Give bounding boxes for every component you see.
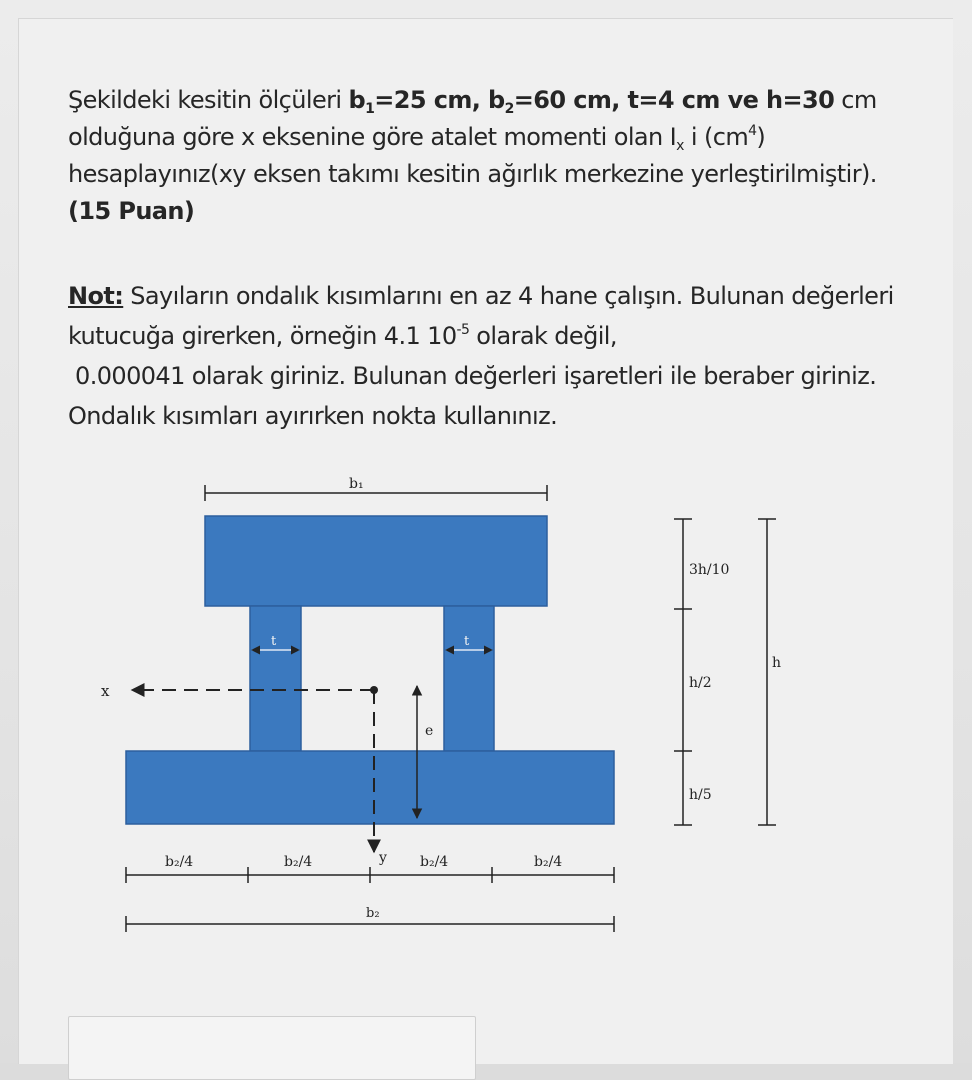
b1-dimension <box>205 485 547 501</box>
t-right-label: t <box>464 634 470 649</box>
b1-label: b₁ <box>349 476 364 492</box>
dim-h-label: h <box>772 655 782 671</box>
points-label: (15 Puan) <box>68 197 195 225</box>
top-flange <box>205 516 547 606</box>
right-web <box>444 606 494 751</box>
b2-quarter-label-3: b₂/4 <box>420 854 449 870</box>
t-left-label: t <box>271 634 277 649</box>
b2-label: b₂ <box>366 906 380 921</box>
b2-quarter-label-2: b₂/4 <box>284 854 313 870</box>
e-label: e <box>425 723 434 739</box>
dim-h2-label: h/2 <box>689 675 712 691</box>
y-axis-label: y <box>379 850 387 866</box>
total-height-dimension <box>758 519 776 825</box>
dim-3h10-label: 3h/10 <box>689 562 730 578</box>
answer-input[interactable] <box>68 1016 476 1080</box>
b2-quarter-label-4: b₂/4 <box>534 854 563 870</box>
note-label: Not: <box>68 282 124 310</box>
b2-quarter-label-1: b₂/4 <box>165 854 194 870</box>
note-text: Not: Sayıların ondalık kısımlarını en az 4 hane çalışın. Bulunan değerleri kutucuğa girerken, örneğin 4.1 $10^{-5}$ olarak değil, 0.000041 olarak giriniz. Bulunan değerleri işaretleri ile beraber giriniz. Ondalık kısımları ayırırken nokta kullanınız. <box>68 282 894 430</box>
x-axis-label: x <box>101 682 110 700</box>
question-text: Şekildeki kesitin ölçüleri $b_1=25$ cm, $b_2=60$ cm, t=4 cm ve h=30 cm olduğuna göre x eksenine göre atalet momenti olan $I_x$ i $(cm^4)$ hesaplayınız(xy eksen takımı kesitin ağırlık merkezine yerleştirilmiştir).(15 Puan) <box>68 86 877 225</box>
left-web <box>250 606 301 751</box>
bottom-flange <box>126 751 614 824</box>
dim-h5-label: h/5 <box>689 787 712 803</box>
